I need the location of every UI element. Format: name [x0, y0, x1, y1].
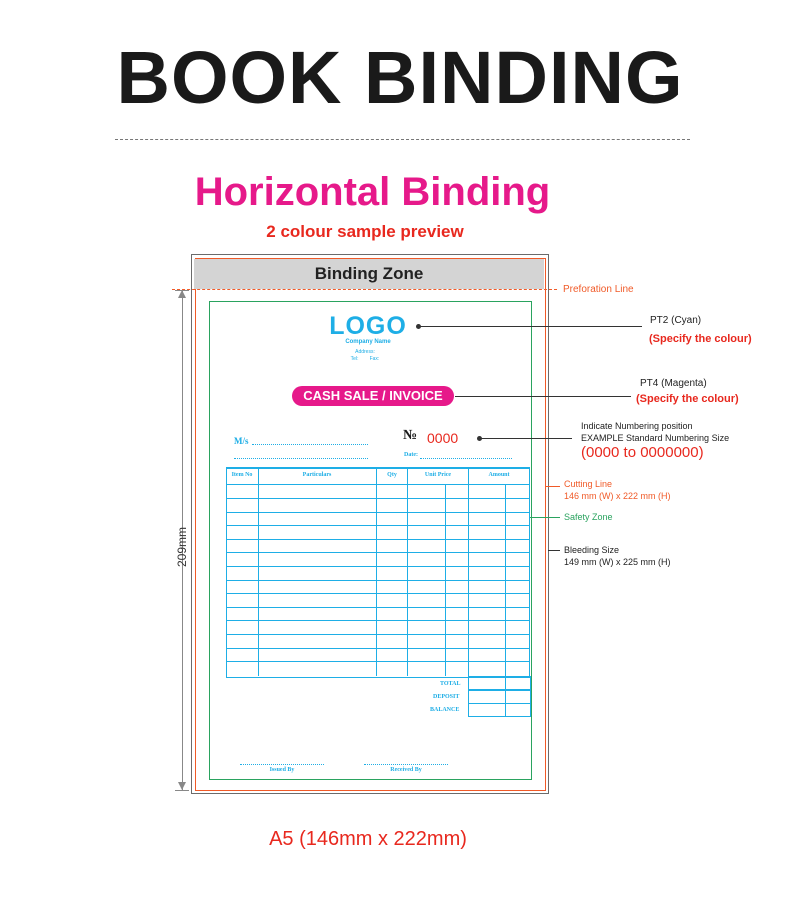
total-label: TOTAL	[440, 681, 461, 687]
customer-line-2	[234, 458, 368, 459]
table-row	[226, 566, 530, 567]
arrow-up-icon	[178, 290, 186, 298]
dashed-divider	[115, 139, 690, 140]
total-box	[468, 676, 531, 690]
table-row	[226, 661, 530, 662]
column-divider	[376, 468, 377, 676]
table-row	[226, 620, 530, 621]
deposit-box	[468, 690, 531, 704]
table-row	[226, 525, 530, 526]
perforation-line	[172, 289, 557, 290]
received-by-line	[364, 764, 448, 765]
received-by-label: Received By	[390, 767, 422, 773]
invoice-title-badge: CASH SALE / INVOICE	[292, 386, 454, 406]
column-divider	[258, 468, 259, 676]
table-row	[226, 539, 530, 540]
sample-note: 2 colour sample preview	[266, 222, 464, 241]
fax-label: Fax:	[369, 356, 380, 362]
customer-label: M/s	[234, 436, 249, 446]
cutting-line-label: Cutting Line	[564, 479, 613, 489]
column-header-particulars: Particulars	[302, 472, 332, 478]
numbering-range: (0000 to 0000000)	[581, 444, 704, 461]
address-label: Address:	[355, 349, 375, 355]
tel-label: Tel:	[350, 356, 359, 362]
dimension-tick-bottom	[175, 790, 189, 791]
pt4-leader-line	[455, 396, 631, 397]
deposit-label: DEPOSIT	[433, 694, 460, 700]
pt4-spec: (Specify the colour)	[636, 393, 739, 405]
table-row	[226, 580, 530, 581]
table-row	[226, 512, 530, 513]
cutting-leader-line	[546, 486, 560, 487]
table-row	[226, 498, 530, 499]
date-label: Date:	[404, 452, 418, 458]
pt2-leader-line	[420, 326, 642, 327]
customer-line-1	[252, 444, 368, 445]
column-divider	[407, 468, 408, 676]
column-divider	[468, 468, 469, 676]
date-line	[420, 458, 512, 459]
safety-leader-line	[530, 517, 560, 518]
column-header-amount: Amount	[488, 472, 510, 478]
table-row	[226, 634, 530, 635]
table-row	[226, 593, 530, 594]
numbering-leader-line	[480, 438, 572, 439]
page-title: BOOK BINDING	[116, 36, 684, 119]
table-row	[226, 484, 530, 485]
pt4-label: PT4 (Magenta)	[640, 378, 707, 389]
tel-fax-line	[335, 356, 395, 362]
column-header-item-no: Item No	[231, 472, 253, 478]
issued-by-label: Issued By	[269, 767, 295, 773]
column-header-unit-price: Unit Price	[424, 472, 452, 478]
company-name: Company Name	[345, 339, 391, 345]
table-row	[226, 648, 530, 649]
bleeding-leader-line	[548, 550, 560, 551]
table-row	[226, 552, 530, 553]
issued-by-line	[240, 764, 324, 765]
logo: LOGO	[329, 312, 407, 340]
invoice-number: 0000	[427, 430, 459, 446]
table-row	[226, 607, 530, 608]
height-dimension-label: 209mm	[175, 526, 189, 567]
number-symbol: №	[403, 428, 418, 443]
column-header-qty: Qty	[387, 472, 397, 478]
pt2-label: PT2 (Cyan)	[650, 315, 702, 326]
balance-label: BALANCE	[430, 707, 460, 713]
paper-size-label: A5 (146mm x 222mm)	[269, 828, 467, 850]
balance-box	[468, 703, 531, 717]
bleeding-size-label: Bleeding Size	[564, 545, 620, 555]
arrow-down-icon	[178, 782, 186, 790]
numbering-position-label: Indicate Numbering position	[581, 421, 693, 431]
bleeding-size-value: 149 mm (W) x 225 mm (H)	[564, 557, 671, 567]
numbering-example-label: EXAMPLE Standard Numbering Size	[581, 433, 730, 443]
binding-type-title: Horizontal Binding	[194, 170, 551, 214]
binding-zone: Binding Zone	[194, 259, 544, 289]
pt2-spec: (Specify the colour)	[649, 333, 752, 345]
cutting-line-size: 146 mm (W) x 222 mm (H)	[564, 491, 671, 501]
perforation-callout: Preforation Line	[563, 284, 634, 295]
totals-divider	[505, 676, 506, 716]
safety-zone-label: Safety Zone	[564, 512, 613, 522]
